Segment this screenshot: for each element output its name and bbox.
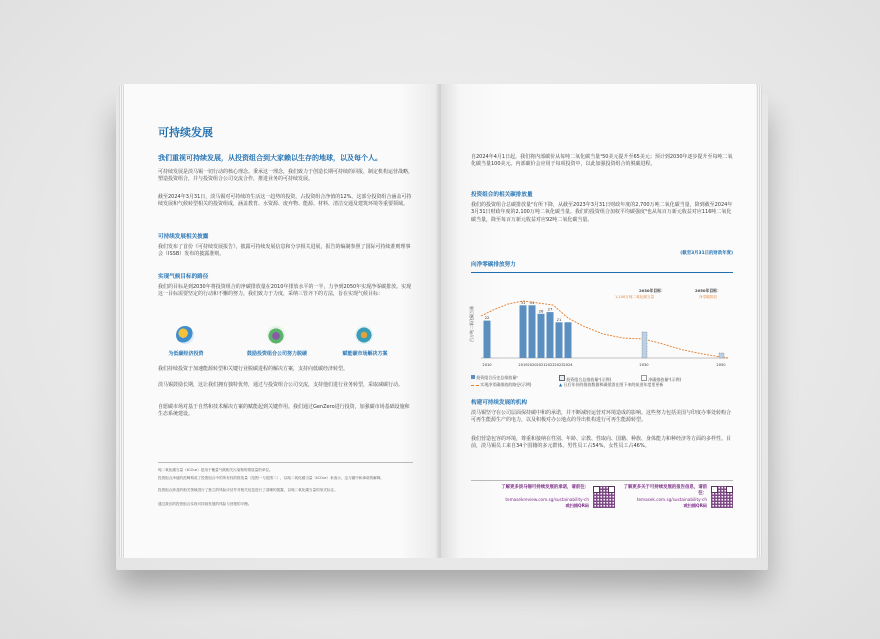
- target-2050-marker: [719, 353, 724, 358]
- legend-item-gross: [559, 375, 611, 382]
- chart-bar-2024: [565, 322, 572, 358]
- legend-item-path: [471, 382, 531, 387]
- links-divider: [471, 480, 733, 481]
- chart-x-tick-2024: 2024: [563, 363, 573, 367]
- organisation-paragraph-2: 我们营造包容的环境，尊重和接纳在性别、年龄、宗教、性取向、国籍、种族、身体能力和种经济等方面的多样性。目前，淡马锡员工来自34个国籍的多元群体，男性员工占54%，女性员工占46%。: [471, 436, 732, 450]
- emissions-paragraph: 我们的投资组合总碳排放量²有所下降，从截至2023年3月31日财政年度的2,700万吨二氧化碳当量，降到截至2024年3月31日财政年度的2,100万吨二氧化碳当量。我们的投资组合加权平均碳强度³也从每百万新元收益对应116吨二氧化碳当量，降至每百万新元收益对应92吨二氧化碳当量。: [471, 202, 733, 223]
- legend-label-net: 净碳排放量²(示例): [648, 377, 682, 382]
- genzero-paragraph: 自愿碳市场对基于自然和技术解决方案的赋能起到关键作用。我们通过GenZero进行投资，加强碳市场基础设施和生态系统建设。: [158, 404, 410, 418]
- legend-swatch-bar: [471, 375, 475, 379]
- chart-bar-label-2019: 31: [520, 299, 526, 305]
- report-heading: 可持续发展相关披露: [158, 234, 209, 240]
- target-2030-value: 1,100万吨二氧化碳当量: [615, 295, 655, 299]
- chart-bar-2022: [547, 312, 554, 358]
- target-2030-marker: [642, 332, 647, 358]
- legend-label-note: 日后年份的排放数据和碳抵消在图下来的前进年度里更新: [563, 382, 664, 387]
- chart-bar-label-2022: 27: [547, 306, 553, 312]
- organisation-heading: 构建可持续发展的机构: [471, 400, 527, 406]
- carbon-price-paragraph: 自2024年4月1日起，我们将内部碳价从每吨二氧化碳当量¹50美元提升至65美元；预计到2030年逐步提升至每吨二氧化碳当量100美元。内部碳价会应用于每项投资中，以此加强投资组合的脱碳进程。: [471, 154, 733, 168]
- emissions-heading: 投资组合的相关碳排放量: [471, 192, 533, 198]
- legend-label-historical: 投资组合历史总排放量²: [476, 375, 518, 380]
- chart-x-tick-2022: 2022: [545, 363, 555, 367]
- chart-x-tick-2023: 2023: [554, 363, 564, 367]
- legend-label-path: 实现净零碳排放的路径(示例): [480, 382, 532, 387]
- link-2-scan: 或扫描QR码: [683, 503, 707, 508]
- legend-item-net: [641, 375, 681, 382]
- footnote-3: 投资组合涉及的相关领域进行了独立的风险评估并对相关信息进行了清晰的披露，以吨二氧化碳当量的形式标注。: [158, 488, 338, 492]
- chart-y-axis-label: 百万吨二氧化碳当量: [469, 306, 474, 342]
- chart-bar-2019: [520, 305, 527, 358]
- left-page: [124, 84, 439, 558]
- link-1-scan: 或扫描QR码: [565, 503, 589, 508]
- footnote-2: 投资组合净值的范畴构成了投资组合中的所有权的排放量（范围一与范围二），以吨二氧化碳当量（tCO₂e）来表示，这与碳中和承诺的解释。: [158, 476, 385, 480]
- link-2-text: 了解更多关于可持续发展的报告信息，请前往：: [623, 485, 707, 496]
- legend-swatch-path: [471, 385, 479, 386]
- chart-x-tick-2010: 2010: [482, 363, 492, 367]
- climate-paragraph: 我们的目标是到2030年将投资组合的净碳排放量在2010年排放水平的一半，力争到2050年实现净零碳排放。实现这一目标需要坚定的行动和不懈的努力。我们致力于力度，采纳三管齐下的方法，旨在实现气候目标：: [158, 284, 412, 298]
- footnote-1: 吨二氧化碳当量（tCO₂e）是用于衡量气候相关污染物的排放量的单位。: [158, 468, 273, 472]
- legend-swatch-net: [641, 375, 647, 381]
- chart-x-tick-2020: 2020: [527, 363, 537, 367]
- legend-marker-note: ▲: [559, 382, 563, 387]
- organisation-paragraph-1: 淡马锡坚守在公司层面保持碳中和的承诺，并不断减轻运营对环境造成的影响。这些努力包括美国与印度办事处转购合可再生能源生产的电力，以及积极对办公地点的导出机构进行可再生能源转型。: [471, 410, 732, 424]
- chart-bar-2020: [529, 305, 536, 358]
- chart-bar-label-2023: 21: [556, 316, 562, 322]
- factory-leaf-icon: [267, 326, 285, 344]
- legend-item-historical: [471, 375, 518, 380]
- chart-bar-label-2020: 31: [529, 299, 535, 305]
- link-1-text: 了解更多淡马锡可持续发展的承诺，请前往：: [501, 485, 589, 490]
- intro-paragraph: 可持续发展是淡马锡一切行动的核心理念。秉承这一理念，我们致力于创造长期可持续的回报，制定机构运营战略，塑造投资组合，并与投资组合公司交流合作，推进业务的可持续发展。: [158, 169, 414, 183]
- legend-item-note: [559, 382, 663, 387]
- link-2-url[interactable]: temasek.com.sg/sustainability-ch: [636, 497, 707, 502]
- page-subtitle: 我们重视可持续发展，从投资组合到大家赖以生存的地球，以及每个人。: [158, 154, 382, 162]
- investment-paragraph: 截至2024年3月31日，淡马锡对可持续的生活这一趋势的投资，占投资组合净值的12%。这部分投资组合涵盖可持续发展和气候转型相关的投资组成，涵盖教育、水资源、废弃物、能源、材料、清洁交通及建筑环境等重要领域。: [158, 194, 412, 208]
- chart-x-tick-2021: 2021: [536, 363, 546, 367]
- page-title: 可持续发展: [158, 126, 213, 139]
- qr-code-1[interactable]: [593, 486, 615, 508]
- target-2030-title: 2030年目标：: [639, 288, 665, 293]
- report-paragraph: 我们发布了首份《可持续发展报告》，披露可持续发展信息和分享相关进展，报告的编制参照了国际可持续准则理事会（ISSB）发布的披露准则。: [158, 244, 411, 258]
- legend-swatch-gross: [559, 375, 565, 381]
- chart-bar-2021: [538, 314, 545, 358]
- chart-x-tick-2050: 2050: [716, 363, 726, 367]
- qr-code-2[interactable]: [711, 486, 733, 508]
- link-1-url[interactable]: temasekreview.com.sg/sustainability-ch: [505, 497, 589, 502]
- icon-label-decarbonise: 鼓励投资组合公司努力脱碳: [246, 351, 307, 357]
- footnote-4: 通过我们的投资组合实现可持续发展的风险与回报的平衡。: [158, 502, 252, 506]
- chart-bar-label-2021: 26: [538, 308, 544, 314]
- after-icons-paragraph: 我们持续投资于加速能源转型和关键行业脱碳进程的解决方案，支持向低碳经济转型。: [158, 366, 349, 372]
- chart-bar-label-2010: 22: [484, 315, 490, 321]
- target-2050-value: 净零碳排放: [699, 295, 717, 299]
- chart-bar-2023: [556, 322, 563, 358]
- climate-heading: 实现气候目标的路径: [158, 274, 209, 280]
- carbon-cloud-icon: [355, 326, 373, 344]
- legend-label-gross: 投资组合总排放量²(示例): [566, 377, 612, 382]
- icon-label-invest: 为低碳经济投资: [168, 351, 204, 357]
- page-edges-right: [756, 86, 762, 557]
- chart-title-rule: [471, 272, 733, 273]
- footnote-divider: [158, 462, 413, 463]
- chart-bar-2010: [484, 321, 491, 358]
- net-zero-path-line: [481, 301, 728, 358]
- globe-money-icon: [176, 326, 194, 344]
- icon-label-carbon-market: 赋能碳市场解决方案: [342, 351, 388, 357]
- right-page: [441, 84, 756, 558]
- target-2050-title: 2050年目标：: [695, 288, 721, 293]
- emissions-chart: [463, 274, 738, 374]
- chart-x-tick-2019: 2019: [518, 363, 528, 367]
- decarbonise-paragraph: 淡马锡鼓励长期，这让我们拥有独特优势，通过与投资组合公司交流，支持他们进行业务转型，采取减碳行动。: [158, 382, 404, 388]
- chart-title: 向净零碳排放努力: [471, 262, 516, 268]
- fiscal-year-note: (截至3月31日的财政年度): [680, 251, 733, 256]
- chart-x-tick-2030: 2030: [639, 363, 649, 367]
